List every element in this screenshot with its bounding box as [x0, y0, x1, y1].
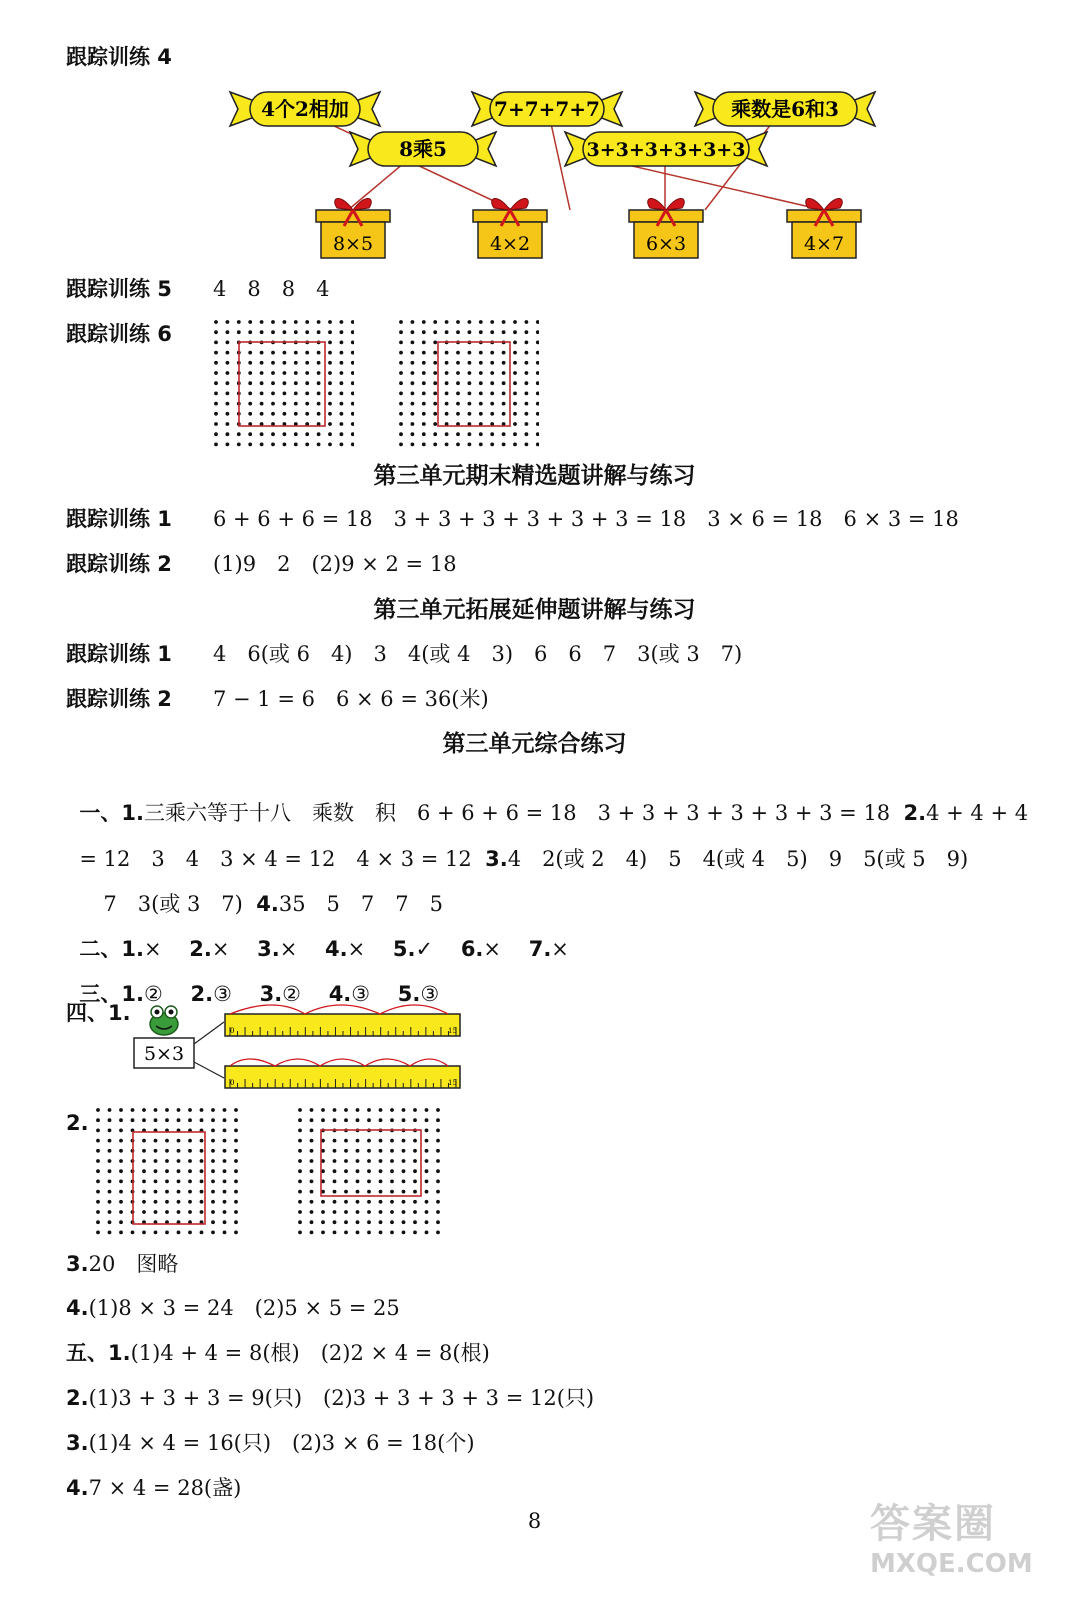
part2-item-number: 3.: [257, 937, 280, 961]
part5-q2-answer: (1)3 + 3 + 3 = 9(只) (2)3 + 3 + 3 + 3 = 12(只): [88, 1386, 595, 1410]
part1-answer-f: 35 5 7 7 5: [278, 892, 443, 916]
part1-q3-number: 3.: [485, 847, 508, 871]
ruler-end: 15: [448, 1027, 457, 1035]
dot-grid-3: [94, 1106, 246, 1236]
part3-item-answer: ②: [282, 982, 301, 1006]
t5-label: 跟踪训练 5: [66, 277, 172, 301]
part5-q1: [66, 1340, 490, 1366]
part1-answer-b: 4 + 4 + 4: [926, 801, 1029, 825]
part5-q4-answer: 7 × 4 = 28(盏): [88, 1476, 242, 1500]
part3-item-number: 4.: [328, 982, 352, 1006]
section-title-comprehensive: 第三单元综合练习: [442, 731, 627, 757]
t5-answer: 4 8 8 4: [213, 277, 330, 301]
grid-dots: [399, 320, 539, 446]
sec2-r1-answer: 4 6(或 6 4) 3 4(或 4 3) 6 6 7 3(或 3 7): [213, 642, 743, 666]
part1-number: 一、1.: [79, 801, 144, 825]
part5-number: 五、1.: [66, 1341, 131, 1365]
candy-label: 4个2相加: [261, 97, 349, 121]
part1-answer-d: 4 2(或 2 4) 5 4(或 4 5) 9 5(或 5 9): [507, 847, 969, 871]
gift-box-1: [316, 198, 390, 258]
ruler-start: 0: [230, 1027, 235, 1035]
watermark-top: 答案圈: [870, 1501, 996, 1547]
dot-grid-1: [212, 318, 354, 448]
candy-5: [695, 92, 875, 126]
part2-item-number: 4.: [325, 937, 348, 961]
part1-line1: [66, 774, 1028, 826]
sec2-r2-label: 跟踪训练 2: [66, 687, 172, 711]
part3-item-answer: ③: [420, 982, 440, 1006]
sec1-r1-answer: 6 + 6 + 6 = 18 3 + 3 + 3 + 3 + 3 + 3 = 18 3 × 6 = 18 6 × 3 = 18: [213, 507, 959, 531]
part2-item-answer: ×: [347, 937, 366, 961]
part2-item-number: 1.: [121, 937, 144, 961]
candy-label: 8乘5: [399, 137, 447, 161]
candy-2: [350, 132, 496, 166]
sec1-r1-label: 跟踪训练 1: [66, 507, 172, 531]
part4-q4-answer: (1)8 × 3 = 24 (2)5 × 5 = 25: [88, 1296, 400, 1320]
part1-answer-e: 7 3(或 3 7): [103, 892, 243, 916]
drawn-rectangle: [438, 342, 510, 426]
gift-box-4: [787, 198, 861, 258]
candy-label: 3+3+3+3+3+3: [586, 139, 746, 161]
part1-q4-number: 4.: [256, 892, 279, 916]
ruler-top: [225, 1005, 460, 1036]
t4-label: 跟踪训练 4: [66, 45, 172, 69]
part4-q4: [66, 1295, 400, 1321]
part5-q4-number: 4.: [66, 1476, 89, 1500]
gift-box-label: 4×2: [489, 233, 531, 255]
part2-item-answer: ×: [551, 937, 569, 961]
watermark-bottom: MXQE.COM: [870, 1549, 1033, 1579]
ruler-pointer: [194, 1062, 224, 1078]
part2-item-answer: ×: [211, 937, 230, 961]
frog-sign-label: 5×3: [143, 1043, 185, 1065]
part3-item-answer: ②: [143, 982, 163, 1006]
sec1-r2-label: 跟踪训练 2: [66, 552, 172, 576]
candy-3: [472, 92, 622, 126]
part1-answer-c: = 12 3 4 3 × 4 = 12 4 × 3 = 12: [79, 847, 472, 871]
match-line: [615, 162, 823, 210]
part5-q1-answer: (1)4 + 4 = 8(根) (2)2 × 4 = 8(根): [130, 1341, 490, 1365]
part5-q2-number: 2.: [66, 1386, 89, 1410]
frog-sign: [134, 1038, 194, 1068]
gift-box-2: [473, 198, 547, 258]
part4-q3: [66, 1251, 178, 1277]
part5-q2: [66, 1385, 594, 1411]
candy-1: [230, 92, 380, 126]
part3-number: 三、: [79, 982, 122, 1006]
part2-item-number: 7.: [528, 937, 552, 961]
dot-grid-2: [397, 318, 539, 448]
frog-ruler-diagram: [130, 996, 475, 1096]
part5-q3-number: 3.: [66, 1431, 89, 1455]
part3-item-number: 2.: [190, 982, 214, 1006]
sec1-r2-answer: (1)9 2 (2)9 × 2 = 18: [213, 552, 457, 576]
ruler-start: 0: [230, 1079, 235, 1087]
part2-item-answer: ×: [143, 937, 162, 961]
ruler-end: 15: [448, 1079, 457, 1087]
grid-dots: [298, 1108, 440, 1234]
grid-dots: [214, 320, 354, 446]
part2-item-number: 5.: [392, 937, 416, 961]
dot-grid-4: [296, 1106, 448, 1236]
candy-label: 7+7+7+7: [494, 97, 600, 121]
part4-number: 四、1.: [66, 1001, 131, 1025]
part3-item-answer: ③: [213, 982, 232, 1006]
frog-icon: [150, 1006, 178, 1035]
candy-label: 乘数是6和3: [731, 97, 839, 121]
section-title-extension: 第三单元拓展延伸题讲解与练习: [373, 597, 696, 623]
t6-label: 跟踪训练 6: [66, 322, 172, 346]
part3-item-number: 5.: [397, 982, 421, 1006]
part1-q2-number: 2.: [903, 801, 927, 825]
part2-number: 二、: [79, 937, 122, 961]
part4-q2-number: 2.: [66, 1111, 89, 1135]
grid-dots: [96, 1108, 238, 1234]
candy-4: [565, 132, 767, 166]
sec2-r2-answer: 7 − 1 = 6 6 × 6 = 36(米): [213, 687, 489, 711]
watermark-logo: [870, 1500, 1060, 1590]
gift-box-label: 4×7: [803, 233, 845, 255]
part3-item-answer: ③: [351, 982, 371, 1006]
part4-q4-number: 4.: [66, 1296, 89, 1320]
part5-q3-answer: (1)4 × 4 = 16(只) (2)3 × 6 = 18(个): [88, 1431, 475, 1455]
part2-item-answer: ×: [279, 937, 298, 961]
ruler-pointer: [194, 1022, 224, 1044]
page-number: 8: [527, 1509, 542, 1533]
gift-box-label: 8×5: [332, 233, 374, 255]
part5-q4: [66, 1475, 241, 1501]
part2-item-answer: ✓: [415, 937, 434, 961]
gift-box-3: [629, 198, 703, 258]
part2-item-answer: ×: [483, 937, 502, 961]
gift-box-label: 6×3: [645, 233, 687, 255]
ruler-bottom: [225, 1059, 460, 1088]
part3-item-number: 1.: [121, 982, 144, 1006]
part4-q3-number: 3.: [66, 1252, 89, 1276]
part2-item-number: 6.: [460, 937, 484, 961]
part3-item-number: 3.: [259, 982, 283, 1006]
part1-answer-a: 三乘六等于十八 乘数 积 6 + 6 + 6 = 18 3 + 3 + 3 + 3 + 3 + 3 = 18: [143, 801, 891, 825]
part2-item-number: 2.: [189, 937, 212, 961]
part4-q3-answer: 20 图略: [88, 1252, 179, 1276]
part5-q3: [66, 1430, 475, 1456]
candy-box-matching: [220, 80, 900, 265]
section-title-final-review: 第三单元期末精选题讲解与练习: [373, 463, 696, 489]
sec2-r1-label: 跟踪训练 1: [66, 642, 172, 666]
